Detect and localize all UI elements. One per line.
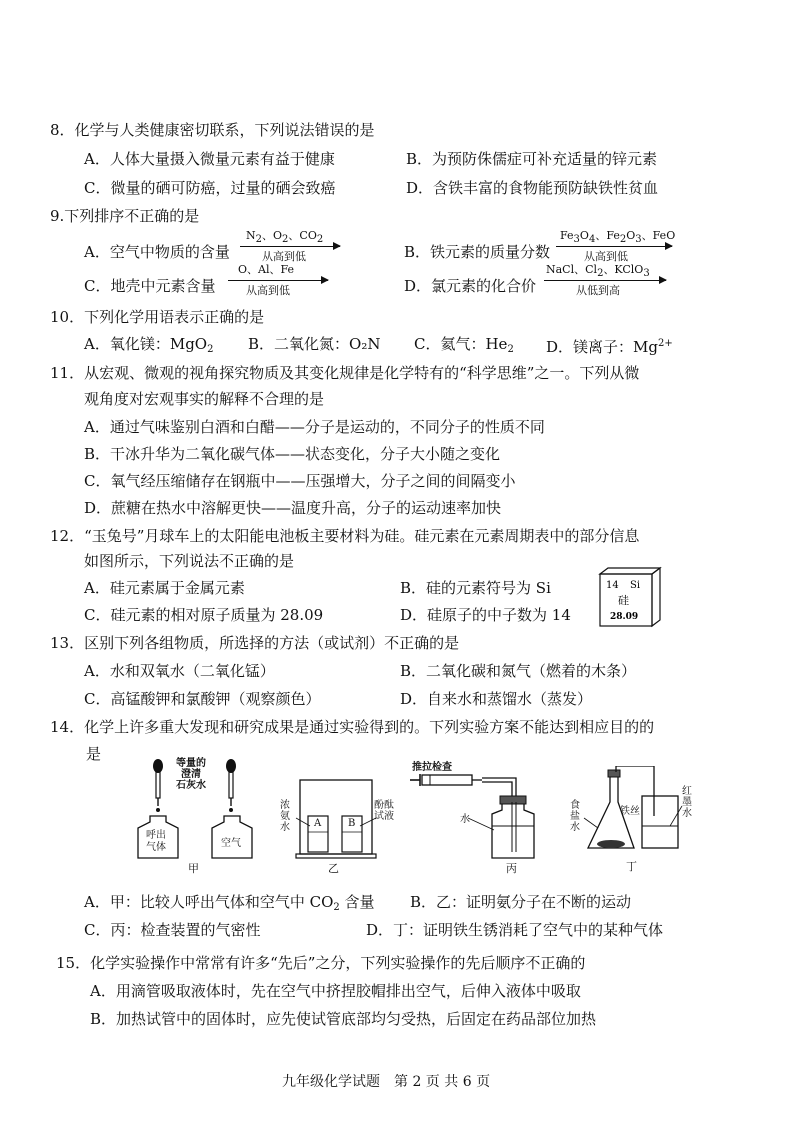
q12-option-a: A．硅元素属于金属元素 [84, 579, 245, 597]
figure-bing [408, 756, 558, 876]
q10-stem: 10．下列化学用语表示正确的是 [50, 308, 265, 326]
cell-atomic-mass: 28.09 [610, 612, 639, 622]
q13-stem: 13．区别下列各组物质，所选择的方法（或试剂）不正确的是 [50, 634, 460, 652]
q9-option-b-label: B．铁元素的质量分数 [404, 243, 551, 261]
q14-stem-line2: 是 [86, 745, 102, 763]
figure-ding [570, 766, 710, 876]
q14-option-c: C．丙：检查装置的气密性 [84, 921, 261, 939]
q11-stem-line1: 11．从宏观、微观的视角探究物质及其变化规律是化学特有的“科学思维”之一。下列从微 [50, 364, 640, 382]
q11-option-a: A．通过气味鉴别白酒和白醋——分子是运动的，不同分子的性质不同 [84, 418, 545, 436]
q9-option-a-label: A．空气中物质的含量 [84, 243, 230, 261]
q8-option-d: D．含铁丰富的食物能预防缺铁性贫血 [406, 179, 659, 197]
q9-option-a-direction: 从高到低 [262, 250, 306, 263]
q9-option-d-label: D．氯元素的化合价 [404, 277, 537, 295]
silicon-element-cell [596, 566, 666, 628]
q9-option-c-arrow [228, 280, 328, 281]
q9-option-d-direction: 从低到高 [576, 284, 620, 297]
cell-symbol: Si [630, 580, 641, 591]
q11-stem-line2: 观角度对宏观事实的解释不合理的是 [84, 390, 325, 408]
jia-caption: 甲 [188, 862, 199, 875]
ding-iron-wire-label: 铁丝 [620, 806, 640, 817]
bing-syringe-label: 推拉检查 [412, 762, 452, 773]
q9-option-b-arrow [556, 246, 672, 247]
yi-ammonia-label: 浓 氨 水 [280, 800, 290, 833]
ding-salt-water-label: 食 盐 水 [570, 800, 580, 833]
q9-option-c-order: O、Al、Fe [238, 263, 295, 276]
q11-option-b: B．干冰升华为二氧化碳气体——状态变化，分子大小随之变化 [84, 445, 501, 463]
jia-bottle2-label: 空气 [221, 838, 241, 849]
q9-stem: 9.下列排序不正确的是 [50, 207, 200, 225]
q13-option-c: C．高锰酸钾和氯酸钾（观察颜色） [84, 690, 321, 708]
q13-option-a: A．水和双氧水（二氧化锰） [84, 662, 275, 680]
q8-option-a: A．人体大量摄入微量元素有益于健康 [84, 150, 335, 168]
q12-stem-line1: 12．“玉兔号”月球车上的太阳能电池板主要材料为硅。硅元素在元素周期表中的部分信息 [50, 527, 640, 545]
q14-option-d: D．丁：证明铁生锈消耗了空气中的某种气体 [366, 921, 664, 939]
yi-caption: 乙 [328, 862, 339, 875]
q11-option-c: C．氧气经压缩储存在钢瓶中——压强增大，分子之间的间隔变小 [84, 472, 516, 490]
yi-phenolphthalein-label: 酚酞 试液 [374, 800, 394, 822]
yi-beaker-a-label: A [314, 818, 322, 829]
cell-name: 硅 [618, 594, 629, 607]
q14-option-b: B．乙：证明氨分子在不断的运动 [410, 893, 632, 911]
figure-jia [130, 756, 260, 876]
q9-option-c-direction: 从高到低 [246, 284, 290, 297]
q10-option-c: C．氦气：$He_2$ [414, 335, 514, 355]
q9-option-c-label: C．地壳中元素含量 [84, 277, 216, 295]
q10-option-a: A．氧化镁：MgO$_2$ [84, 335, 214, 355]
q15-stem: 15．化学实验操作中常常有许多“先后”之分，下列实验操作的先后顺序不正确的 [56, 954, 586, 972]
q13-option-b: B．二氧化碳和氮气（燃着的木条） [400, 662, 637, 680]
bing-caption: 丙 [506, 862, 517, 875]
jia-reagent-label: 等量的 澄清 石灰水 [176, 758, 206, 791]
q9-option-b-order: Fe3O4、Fe2O3、FeO [560, 229, 676, 245]
ding-caption: 丁 [626, 860, 637, 873]
q9-option-d-arrow [544, 280, 666, 281]
q9-option-b-direction: 从高到低 [584, 250, 628, 263]
q12-stem-line2: 如图所示，下列说法不正确的是 [84, 552, 295, 570]
q9-option-d-order: NaCl、Cl2、KClO3 [546, 263, 650, 279]
figure-yi [276, 770, 396, 876]
q9-option-a-arrow [240, 246, 340, 247]
yi-beaker-b-label: B [348, 818, 356, 829]
q14-option-a: A．甲：比较人呼出气体和空气中 $CO_2$ 含量 [84, 893, 375, 913]
bing-water-label: 水 [460, 814, 470, 825]
q9-option-a-order: N2、O2、CO2 [246, 229, 324, 245]
q10-option-b: B．二氧化氮：O₂N [248, 335, 381, 353]
q12-option-c: C．硅元素的相对原子质量为 28.09 [84, 606, 324, 624]
cell-atomic-number: 14 [606, 580, 619, 591]
q8-option-b: B．为预防侏儒症可补充适量的锌元素 [406, 150, 658, 168]
q12-option-b: B．硅的元素符号为 Si [400, 579, 551, 597]
ding-red-ink-label: 红 墨 水 [682, 786, 692, 819]
jia-bottle1-label: 呼出 气体 [146, 830, 166, 853]
q15-option-a: A．用滴管吸取液体时，先在空气中挤捏胶帽排出空气，后伸入液体中吸取 [90, 982, 581, 1000]
q15-option-b: B．加热试管中的固体时，应先使试管底部均匀受热，后固定在药品部位加热 [90, 1010, 597, 1028]
q11-option-d: D．蔗糖在热水中溶解更快——温度升高，分子的运动速率加快 [84, 499, 502, 517]
q8-option-c: C．微量的硒可防癌，过量的硒会致癌 [84, 179, 336, 197]
q14-stem-line1: 14．化学上许多重大发现和研究成果是通过实验得到的。下列实验方案不能达到相应目的的 [50, 718, 655, 736]
q10-option-d: D．镁离子：$Mg^{2+}$ [546, 338, 673, 356]
q12-option-d: D．硅原子的中子数为 14 [400, 606, 571, 624]
q8-stem: 8．化学与人类健康密切联系，下列说法错误的是 [50, 121, 375, 139]
q13-option-d: D．自来水和蒸馏水（蒸发） [400, 690, 593, 708]
page-footer: 九年级化学试题 第 2 页 共 6 页 [282, 1074, 491, 1090]
